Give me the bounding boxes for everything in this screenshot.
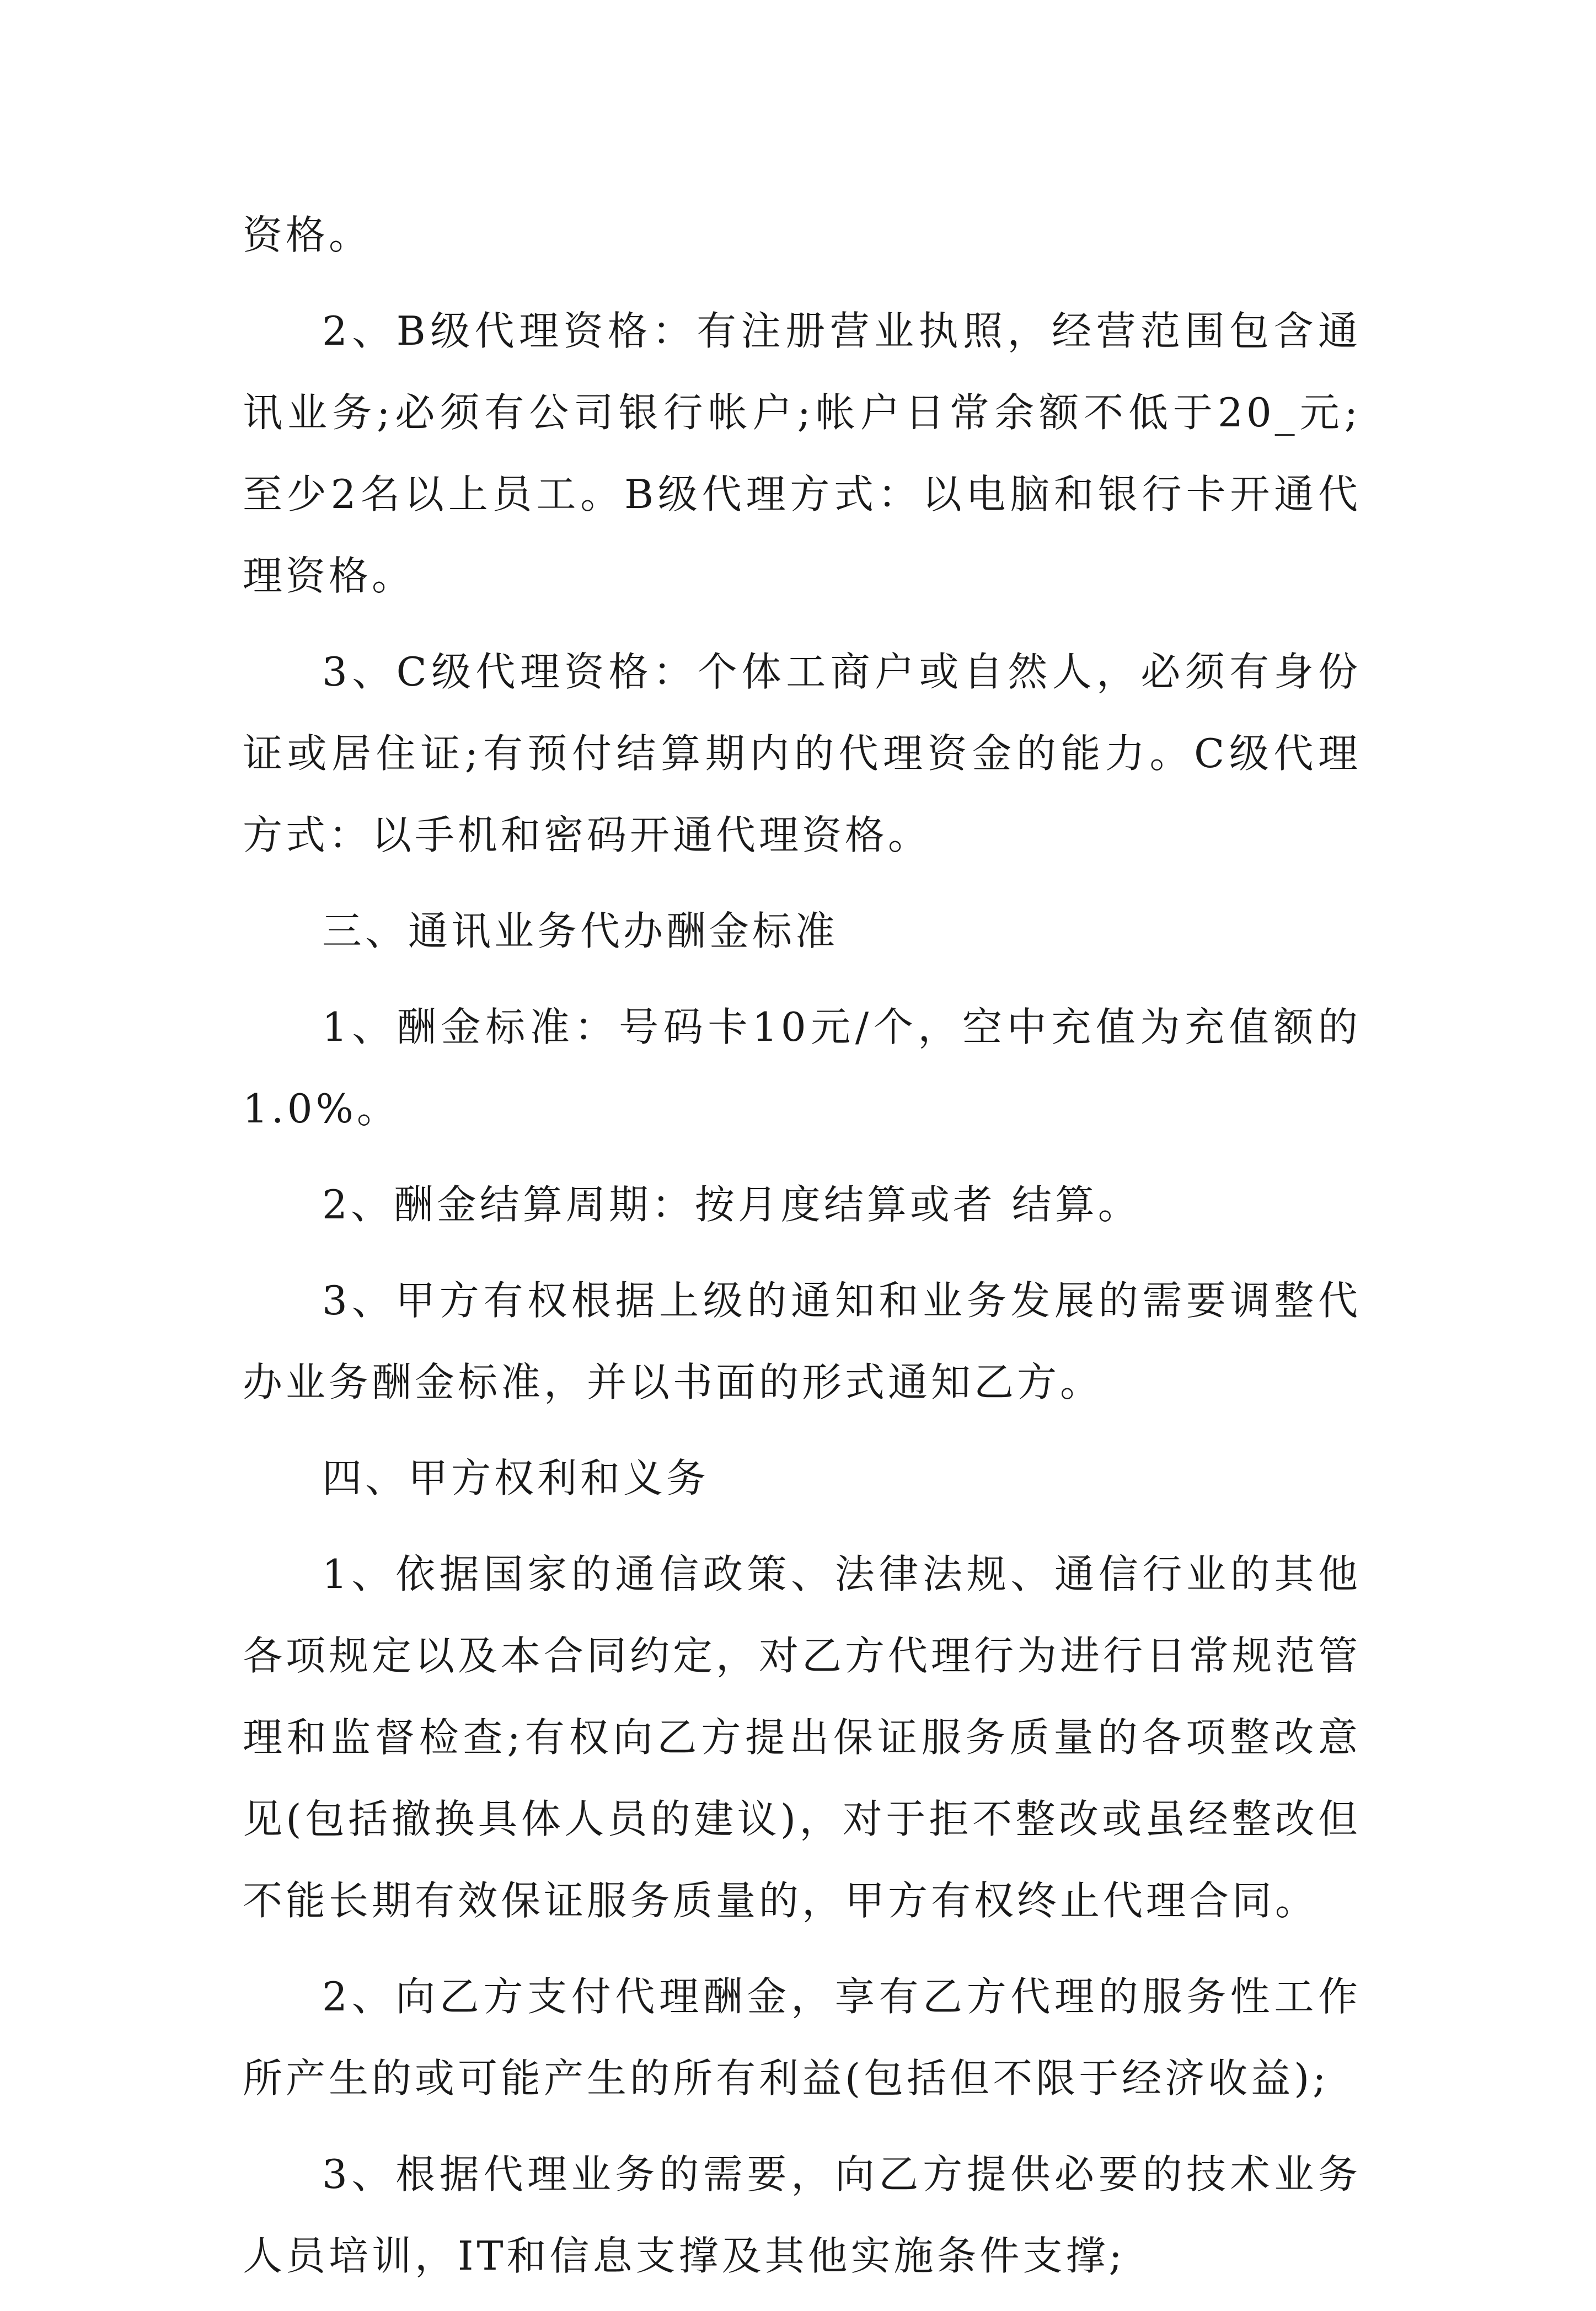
paragraph-settlement-cycle: 2、酬金结算周期：按月度结算或者 结算。 bbox=[322, 1181, 1141, 1228]
section-heading-commission: 三、通讯业务代办酬金标准 bbox=[322, 908, 839, 954]
paragraph-c-level-qualification: 3、C级代理资格：个体工商户或自然人，必须有身份证或居住证;有预付结算期内的代理资金的能力。C级代理方式：以手机和密码开通代理资格。 bbox=[243, 649, 1361, 858]
paragraph-commission-adjustment: 3、甲方有权根据上级的通知和业务发展的需要调整代办业务酬金标准，并以书面的形式通知乙方。 bbox=[243, 1277, 1361, 1405]
paragraph-party-a-payment: 2、向乙方支付代理酬金，享有乙方代理的服务性工作所产生的或可能产生的所有利益(包括但不限于经济收益); bbox=[243, 1973, 1361, 2101]
section-heading-party-a-rights: 四、甲方权利和义务 bbox=[322, 1455, 710, 1501]
paragraph-b-level-qualification: 2、B级代理资格：有注册营业执照，经营范围包含通讯业务;必须有公司银行帐户;帐户日常余额不低于20_元;至少2名以上员工。B级代理方式：以电脑和银行卡开通代理资格。 bbox=[243, 308, 1361, 599]
document-body bbox=[243, 194, 1361, 2311]
paragraph-continuation: 资格。 bbox=[243, 212, 372, 258]
paragraph-party-a-supervision: 1、依据国家的通信政策、法律法规、通信行业的其他各项规定以及本合同约定，对乙方代理行为进行日常规范管理和监督检查;有权向乙方提出保证服务质量的各项整改意见(包括撤换具体人员的建议)，对于拒不整改或虽经整改但不能长期有效保证服务质量的，甲方有权终止代理合同。 bbox=[243, 1551, 1362, 1924]
paragraph-commission-standard: 1、酬金标准：号码卡10元/个，空中充值为充值额的1.0%。 bbox=[243, 1004, 1361, 1132]
paragraph-party-a-training: 3、根据代理业务的需要，向乙方提供必要的技术业务人员培训，IT和信息支撑及其他实施条件支撑; bbox=[243, 2151, 1361, 2279]
